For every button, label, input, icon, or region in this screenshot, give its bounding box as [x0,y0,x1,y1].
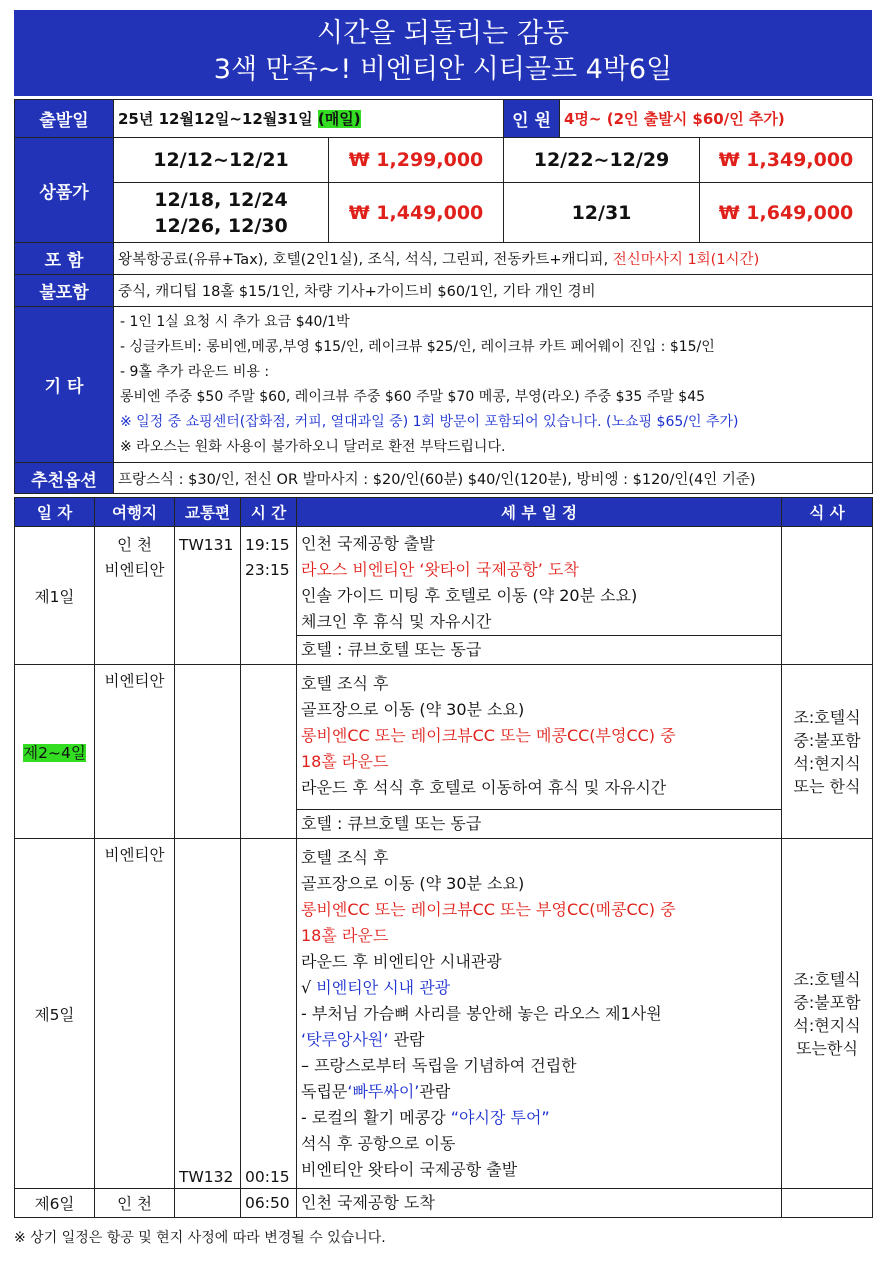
meal-lunch: 중:불포함 [793,992,861,1012]
product-info-table [14,99,873,494]
title-banner [14,10,872,96]
departure-dates: 25년 12월12일~12월31일 [118,110,313,128]
price-period-3 [114,183,329,243]
day-2-4-hotel-text: 호텔 : 큐브호텔 또는 동급 [301,814,482,833]
day-5-round: 18홀 라운드 [301,926,389,945]
day-1-time-2: 23:15 [245,561,290,579]
pax-label: 인 원 [504,100,560,138]
day-6-detail [297,1189,782,1218]
day-1-flight [175,527,241,665]
indep-name: ‘빠뚜싸이’ [347,1082,420,1101]
day-1-place [95,527,175,665]
day-2-4-detail [297,665,782,810]
header-detail: 세 부 일 정 [297,498,782,527]
day-1-line: 인솔 가이드 미팅 후 호텔로 이동 (약 20분 소요) [301,586,638,605]
meal-dinner-alt: 또는한식 [796,1038,858,1058]
table-row [15,839,873,1189]
day-5-flight: TW132 [175,839,241,1189]
day-6-place: 인 천 [95,1189,175,1218]
price-period-1: 12/12~12/21 [114,138,329,183]
day-5-detail [297,839,782,1189]
day-5-indep-2 [301,1079,777,1105]
header-time: 시 간 [241,498,297,527]
meal-dinner: 석:현지식 [793,1015,861,1035]
city-tour-title: 비엔티안 시내 관광 [316,978,451,997]
day-1-hotel-text: 호텔 : 큐브호텔 또는 동급 [301,640,482,659]
include-massage: 전신마사지 1회(1시간) [612,252,760,268]
price-value-3: ₩ 1,449,000 [329,183,504,243]
schedule-header-row [15,498,873,527]
day-1-times [241,527,297,665]
day-1-arrival: 라오스 비엔티안 ‘왓타이 국제공항’ 도착 [301,560,579,579]
day-2-4-meals [782,665,873,839]
price-value-2: ₩ 1,349,000 [700,138,873,183]
include-label: 포 함 [15,243,114,275]
market-name: “야시장 투어” [450,1108,550,1127]
day-1-line: 인천 국제공항 출발 [301,534,435,553]
day-2-4-label [15,665,95,839]
day-5-meals [782,839,873,1189]
day-5-depart: 비엔티안 왓타이 국제공항 출발 [301,1160,518,1179]
pax-value: 4명~ (2인 출발시 $60/인 추가) [560,100,873,138]
day-5-tour: 라운드 후 비엔티안 시내관광 [301,952,502,971]
day-6-time: 06:50 [241,1189,297,1218]
day-5-market [301,1105,777,1131]
indep-pre: 독립문 [301,1082,348,1101]
day-1-flight-code: TW131 [179,536,234,554]
option-label: 추천옵션 [15,463,114,494]
etc-value [114,307,873,463]
exclude-value: 중식, 캐디팁 18홀 $15/1인, 차량 기사+가이드비 $60/1인, 기타 개인 경비 [114,275,873,307]
day-5-place: 비엔티안 [95,839,175,1189]
day-1-place-1: 인 천 [117,536,152,554]
price-period-3-line-2: 12/26, 12/30 [154,214,288,237]
schedule-table [14,497,873,1218]
meal-dinner: 석:현지식 [793,753,861,773]
day-5-time: 00:15 [241,839,297,1189]
meal-breakfast: 조:호텔식 [793,969,861,989]
price-label: 상품가 [15,138,114,243]
day-2-4-line: 라운드 후 석식 후 호텔로 이동하여 휴식 및 자유시간 [301,778,667,797]
day-2-4-hotel [297,810,782,839]
day-5-line: 골프장으로 이동 (약 30분 소요) [301,874,525,893]
temple-name: ‘탓루앙사원’ [301,1030,389,1049]
etc-line: 롱비엔 주중 $50 주말 $60, 레이크뷰 주중 $60 주말 $70 메콩, 부영(라오) 주중 $35 주말 $45 [120,388,706,405]
day-6-meals [782,1189,873,1218]
price-period-3-line-1: 12/18, 12/24 [154,188,288,211]
etc-line: - 싱글카트비: 롱비엔,메콩,부영 $15/인, 레이크뷰 $25/인, 레이크뷰 카트 페어웨이 진입 : $15/인 [120,338,715,355]
etc-line: - 1인 1실 요청 시 추가 요금 $40/1박 [120,313,350,330]
check-mark: √ [301,978,317,997]
day-6-label: 제6일 [15,1189,95,1218]
meal-breakfast: 조:호텔식 [793,707,861,727]
market-pre: - 로컬의 활기 메콩강 [301,1108,451,1127]
day-2-4-flight [175,665,241,839]
day-2-4-golf: 롱비엔CC 또는 레이크뷰CC 또는 메콩CC(부영CC) 중 [301,726,676,745]
title-line-1: 시간을 되돌리는 감동 [317,18,569,49]
price-period-4: 12/31 [504,183,700,243]
price-period-2: 12/22~12/29 [504,138,700,183]
day-5-dinner: 석식 후 공항으로 이동 [301,1134,456,1153]
price-value-4: ₩ 1,649,000 [700,183,873,243]
day-2-4-time [241,665,297,839]
departure-value [114,100,504,138]
etc-line: - 9홀 추가 라운드 비용 : [120,363,270,380]
etc-currency-note: ※ 라오스는 원화 사용이 불가하오니 달러로 환전 부탁드립니다. [120,438,506,455]
etc-label: 기 타 [15,307,114,463]
day-6-flight [175,1189,241,1218]
include-text: 왕복항공료(유류+Tax), 호텔(2인1실), 조식, 석식, 그린피, 전동카트+캐디피, [118,252,613,268]
day-5-line: 호텔 조식 후 [301,848,389,867]
day-2-4-text: 제2~4일 [23,743,86,762]
table-row [15,527,873,636]
exclude-label: 불포함 [15,275,114,307]
day-5-buddha: - 부처님 가슴뼈 사리를 봉안해 놓은 라오스 제1사원 [301,1004,662,1023]
day-5-temple [301,1027,777,1053]
day-5-golf: 롱비엔CC 또는 레이크뷰CC 또는 부영CC(메콩CC) 중 [301,900,676,919]
day-1-hotel [297,636,782,665]
price-value-1: ₩ 1,299,000 [329,138,504,183]
header-transport: 교통편 [175,498,241,527]
indep-post: 관람 [419,1082,451,1101]
meal-lunch: 중:불포함 [793,730,861,750]
header-meals: 식 사 [782,498,873,527]
departure-label: 출발일 [15,100,114,138]
option-value: 프랑스식 : $30/인, 전신 OR 발마사지 : $20/인(60분) $40/인(120분), 방비엥 : $120/인(4인 기준) [114,463,873,494]
day-1-time-1: 19:15 [245,536,290,554]
table-row [15,665,873,810]
include-value [114,243,873,275]
title-line-2: 3색 만족~! 비엔티안 시티골프 4박6일 [213,54,673,85]
header-day: 일 자 [15,498,95,527]
day-2-4-place: 비엔티안 [95,665,175,839]
etc-shopping-note: ※ 일정 중 쇼핑센터(잡화점, 커피, 열대과일 중) 1회 방문이 포함되어 있습니다. (노쇼핑 $65/인 추가) [120,413,739,430]
daily-badge: (매일) [317,110,361,128]
header-place: 여행지 [95,498,175,527]
meal-dinner-alt: 또는 한식 [793,776,861,796]
day-5-label: 제5일 [15,839,95,1189]
day-1-meals [782,527,873,665]
day-5-city-tour [301,975,777,1001]
day-2-4-line: 골프장으로 이동 (약 30분 소요) [301,700,525,719]
table-row [15,1189,873,1218]
day-1-line: 체크인 후 휴식 및 자유시간 [301,612,492,631]
day-1-place-2: 비엔티안 [104,561,165,579]
day-1-label: 제1일 [15,527,95,665]
day-2-4-line: 호텔 조식 후 [301,674,389,693]
day-6-arrival: 인천 국제공항 도착 [301,1193,435,1212]
day-5-indep-1: – 프랑스로부터 독립을 기념하여 건립한 [301,1056,577,1075]
temple-visit: 관람 [388,1030,425,1049]
day-2-4-round: 18홀 라운드 [301,752,389,771]
day-1-detail [297,527,782,636]
footer-note: ※ 상기 일정은 항공 및 현지 사정에 따라 변경될 수 있습니다. [14,1230,386,1246]
